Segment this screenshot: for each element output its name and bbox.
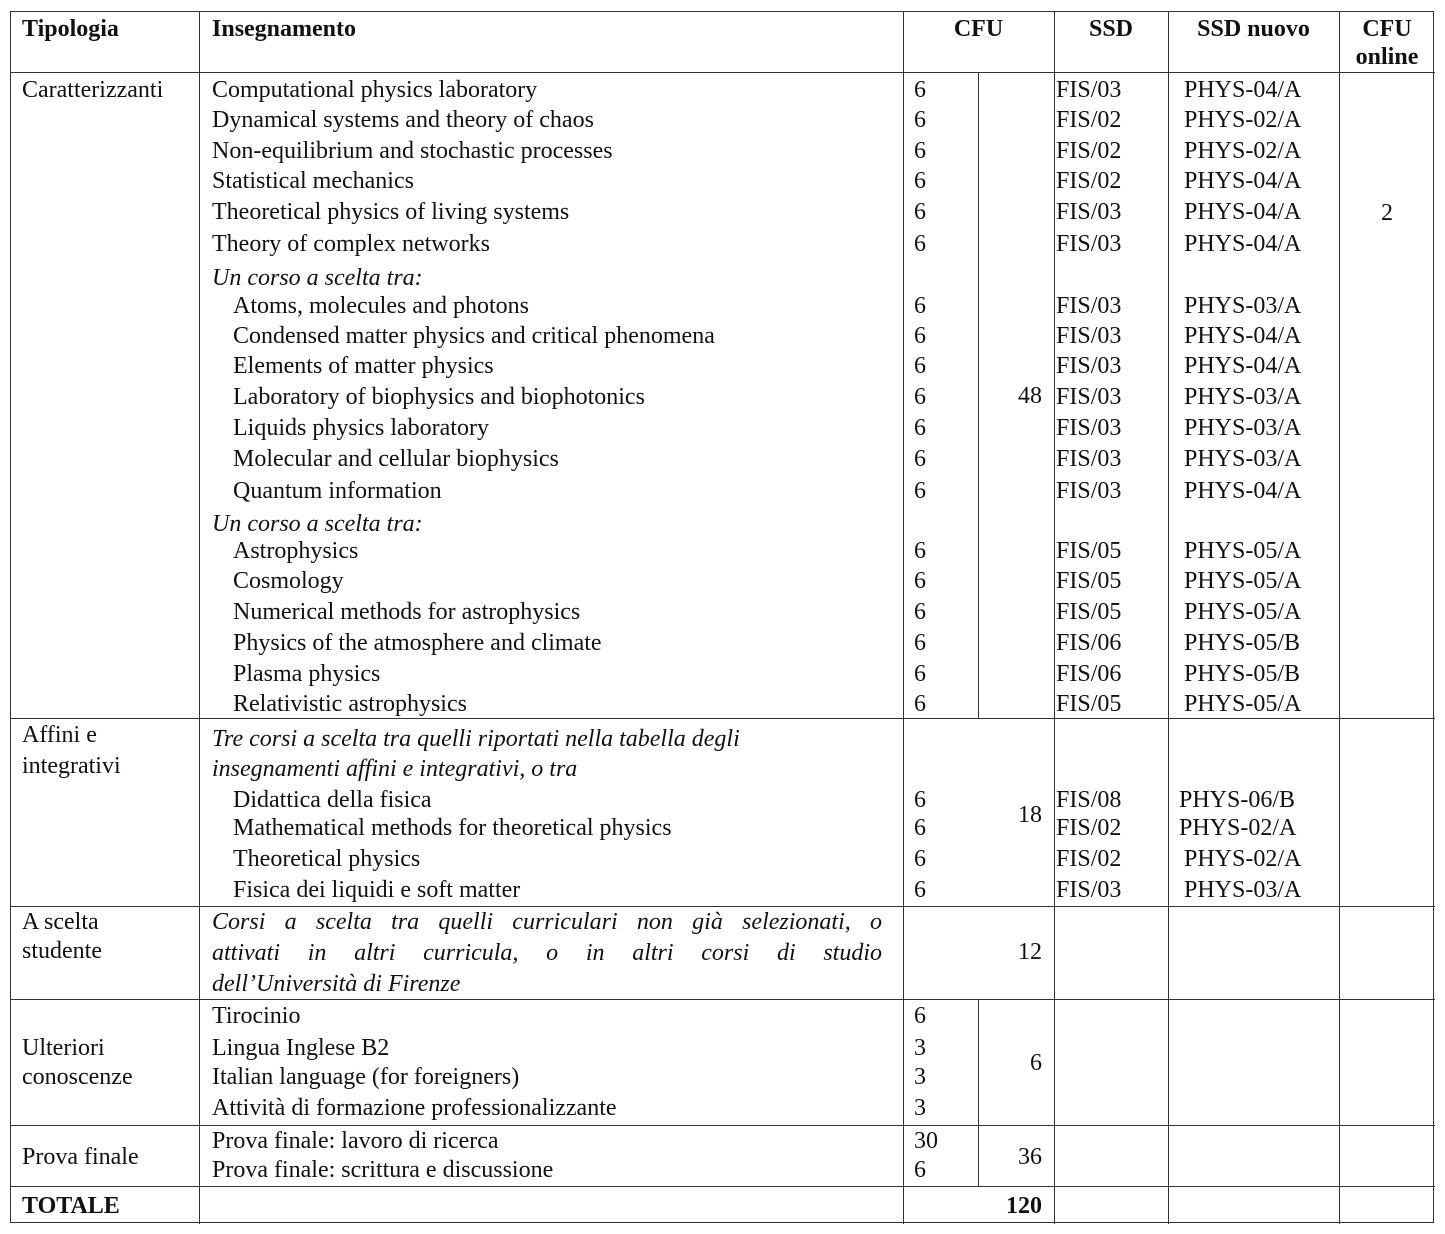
course-ssd: FIS/06: [1056, 661, 1122, 687]
course-ssd: FIS/03: [1056, 384, 1122, 410]
course-ssd-new: PHYS-04/A: [1184, 353, 1302, 379]
section-label-prova: Prova finale: [22, 1144, 139, 1170]
course-name: Elements of matter physics: [233, 353, 494, 379]
course-cfu: 6: [914, 199, 926, 225]
activity-name: Prova finale: lavoro di ricerca: [212, 1128, 499, 1154]
affini-intro: Tre corsi a scelta tra quelli riportati nella tabella degli: [212, 726, 740, 752]
course-ssd: FIS/03: [1056, 293, 1122, 319]
course-ssd: FIS/02: [1056, 107, 1122, 133]
activity-cfu: 3: [914, 1064, 926, 1090]
header-divider: [11, 72, 1435, 73]
header-tipologia: Tipologia: [22, 16, 119, 42]
course-cfu: 6: [914, 877, 926, 903]
course-name: Fisica dei liquidi e soft matter: [233, 877, 521, 903]
course-ssd-new: PHYS-02/A: [1184, 138, 1302, 164]
course-ssd: FIS/06: [1056, 630, 1122, 656]
course-ssd-new: PHYS-06/B: [1179, 787, 1296, 813]
course-ssd-new: PHYS-03/A: [1184, 293, 1302, 319]
section-label-ulteriori: Ulteriori: [22, 1035, 105, 1061]
course-ssd-new: PHYS-02/A: [1184, 846, 1302, 872]
course-name: Plasma physics: [233, 661, 381, 687]
activity-cfu: 6: [914, 1003, 926, 1029]
course-ssd-new: PHYS-05/B: [1184, 661, 1301, 687]
scelta-text: attivati in altri curricula, o in altri corsi di studio: [212, 940, 882, 966]
choice-label: Un corso a scelta tra:: [212, 265, 423, 291]
course-ssd: FIS/03: [1056, 353, 1122, 379]
course-cfu: 6: [914, 231, 926, 257]
curriculum-table: [10, 11, 1434, 1223]
section-divider: [11, 1186, 1435, 1187]
course-ssd-new: PHYS-02/A: [1184, 107, 1302, 133]
course-cfu: 6: [914, 630, 926, 656]
totale-value: 120: [1006, 1193, 1042, 1219]
course-cfu: 6: [914, 815, 926, 841]
course-cfu: 6: [914, 415, 926, 441]
activity-name: Lingua Inglese B2: [212, 1035, 390, 1061]
course-ssd-new: PHYS-05/B: [1184, 630, 1301, 656]
course-cfu: 6: [914, 353, 926, 379]
course-cfu: 6: [914, 538, 926, 564]
course-name: Non-equilibrium and stochastic processes: [212, 138, 613, 164]
section-total-cfu: 6: [1030, 1050, 1042, 1076]
course-ssd: FIS/03: [1056, 446, 1122, 472]
course-ssd-new: PHYS-05/A: [1184, 538, 1302, 564]
section-total-cfu: 36: [1018, 1144, 1042, 1170]
course-name: Computational physics laboratory: [212, 77, 538, 103]
header-cfu-online: online: [1355, 44, 1419, 70]
section-divider: [11, 1125, 1435, 1126]
course-cfu: 6: [914, 787, 926, 813]
column-divider: [199, 12, 200, 1224]
header-cfu: CFU: [953, 16, 1004, 42]
course-ssd-new: PHYS-04/A: [1184, 168, 1302, 194]
activity-name: Attività di formazione professionalizzante: [212, 1095, 617, 1121]
course-ssd: FIS/05: [1056, 568, 1122, 594]
course-name: Astrophysics: [233, 538, 359, 564]
course-ssd-new: PHYS-03/A: [1184, 446, 1302, 472]
course-ssd-new: PHYS-03/A: [1184, 384, 1302, 410]
course-name: Molecular and cellular biophysics: [233, 446, 559, 472]
section-label-affini: integrativi: [22, 753, 121, 779]
course-ssd-new: PHYS-04/A: [1184, 231, 1302, 257]
course-cfu: 6: [914, 478, 926, 504]
scelta-text: Corsi a scelta tra quelli curriculari non già selezionati, o: [212, 909, 882, 935]
activity-cfu: 3: [914, 1095, 926, 1121]
choice-label: Un corso a scelta tra:: [212, 511, 423, 537]
course-ssd: FIS/05: [1056, 538, 1122, 564]
course-cfu: 6: [914, 168, 926, 194]
course-cfu: 6: [914, 568, 926, 594]
column-divider: [1054, 12, 1055, 1224]
section-label-caratterizzanti: Caratterizzanti: [22, 77, 164, 103]
course-name: Theory of complex networks: [212, 231, 490, 257]
section-divider: [11, 906, 1435, 907]
course-name: Theoretical physics of living systems: [212, 199, 570, 225]
course-name: Statistical mechanics: [212, 168, 414, 194]
course-name: Physics of the atmosphere and climate: [233, 630, 602, 656]
section-divider: [11, 999, 1435, 1000]
course-ssd-new: PHYS-03/A: [1184, 877, 1302, 903]
section-label-scelta: studente: [22, 938, 102, 964]
section-total-cfu: 18: [1018, 802, 1042, 828]
course-ssd-new: PHYS-04/A: [1184, 199, 1302, 225]
course-cfu: 6: [914, 661, 926, 687]
course-ssd-new: PHYS-02/A: [1179, 815, 1297, 841]
section-label-scelta: A scelta: [22, 909, 99, 935]
course-name: Didattica della fisica: [233, 787, 432, 813]
scelta-text: dell’Università di Firenze: [212, 971, 461, 997]
course-cfu: 6: [914, 323, 926, 349]
course-name: Quantum information: [233, 478, 442, 504]
course-cfu: 6: [914, 446, 926, 472]
course-ssd-new: PHYS-05/A: [1184, 691, 1302, 717]
activity-cfu: 30: [914, 1128, 938, 1154]
course-cfu: 6: [914, 599, 926, 625]
activity-name: Tirocinio: [212, 1003, 301, 1029]
header-cfu-online: CFU: [1362, 16, 1412, 42]
activity-name: Italian language (for foreigners): [212, 1064, 520, 1090]
course-ssd: FIS/02: [1056, 138, 1122, 164]
header-ssd-nuovo: SSD nuovo: [1197, 16, 1310, 42]
totale-label: TOTALE: [22, 1193, 120, 1219]
course-ssd: FIS/03: [1056, 478, 1122, 504]
course-name: Mathematical methods for theoretical physics: [233, 815, 672, 841]
course-ssd-new: PHYS-05/A: [1184, 568, 1302, 594]
activity-cfu: 3: [914, 1035, 926, 1061]
course-ssd-new: PHYS-05/A: [1184, 599, 1302, 625]
course-ssd: FIS/03: [1056, 415, 1122, 441]
course-ssd-new: PHYS-04/A: [1184, 478, 1302, 504]
cfu-online-value: 2: [1381, 200, 1393, 226]
course-ssd-new: PHYS-04/A: [1184, 77, 1302, 103]
course-ssd-new: PHYS-04/A: [1184, 323, 1302, 349]
course-name: Cosmology: [233, 568, 344, 594]
course-ssd: FIS/02: [1056, 846, 1122, 872]
course-name: Numerical methods for astrophysics: [233, 599, 581, 625]
course-ssd: FIS/03: [1056, 231, 1122, 257]
course-name: Theoretical physics: [233, 846, 421, 872]
activity-name: Prova finale: scrittura e discussione: [212, 1157, 554, 1183]
section-total-cfu: 48: [1018, 383, 1042, 409]
course-cfu: 6: [914, 107, 926, 133]
course-ssd: FIS/05: [1056, 691, 1122, 717]
header-insegnamento: Insegnamento: [212, 16, 357, 42]
section-divider: [11, 718, 1435, 719]
course-cfu: 6: [914, 691, 926, 717]
course-ssd: FIS/03: [1056, 323, 1122, 349]
course-cfu: 6: [914, 846, 926, 872]
column-divider: [903, 12, 904, 1224]
course-ssd: FIS/02: [1056, 168, 1122, 194]
course-ssd: FIS/03: [1056, 199, 1122, 225]
affini-intro: insegnamenti affini e integrativi, o tra: [212, 756, 578, 782]
course-name: Dynamical systems and theory of chaos: [212, 107, 594, 133]
course-cfu: 6: [914, 384, 926, 410]
course-name: Atoms, molecules and photons: [233, 293, 529, 319]
section-total-cfu: 12: [1018, 939, 1042, 965]
course-name: Condensed matter physics and critical phenomena: [233, 323, 715, 349]
course-ssd: FIS/03: [1056, 77, 1122, 103]
activity-cfu: 6: [914, 1157, 926, 1183]
column-divider: [1339, 12, 1340, 1224]
course-cfu: 6: [914, 77, 926, 103]
section-label-ulteriori: conoscenze: [22, 1064, 133, 1090]
course-ssd: FIS/05: [1056, 599, 1122, 625]
course-ssd: FIS/02: [1056, 815, 1122, 841]
course-ssd: FIS/08: [1056, 787, 1122, 813]
column-divider: [1168, 12, 1169, 1224]
course-cfu: 6: [914, 293, 926, 319]
course-ssd: FIS/03: [1056, 877, 1122, 903]
course-name: Relativistic astrophysics: [233, 691, 467, 717]
header-ssd: SSD: [1088, 16, 1134, 42]
course-name: Liquids physics laboratory: [233, 415, 489, 441]
course-ssd-new: PHYS-03/A: [1184, 415, 1302, 441]
course-cfu: 6: [914, 138, 926, 164]
course-name: Laboratory of biophysics and biophotonics: [233, 384, 645, 410]
section-label-affini: Affini e: [22, 722, 97, 748]
